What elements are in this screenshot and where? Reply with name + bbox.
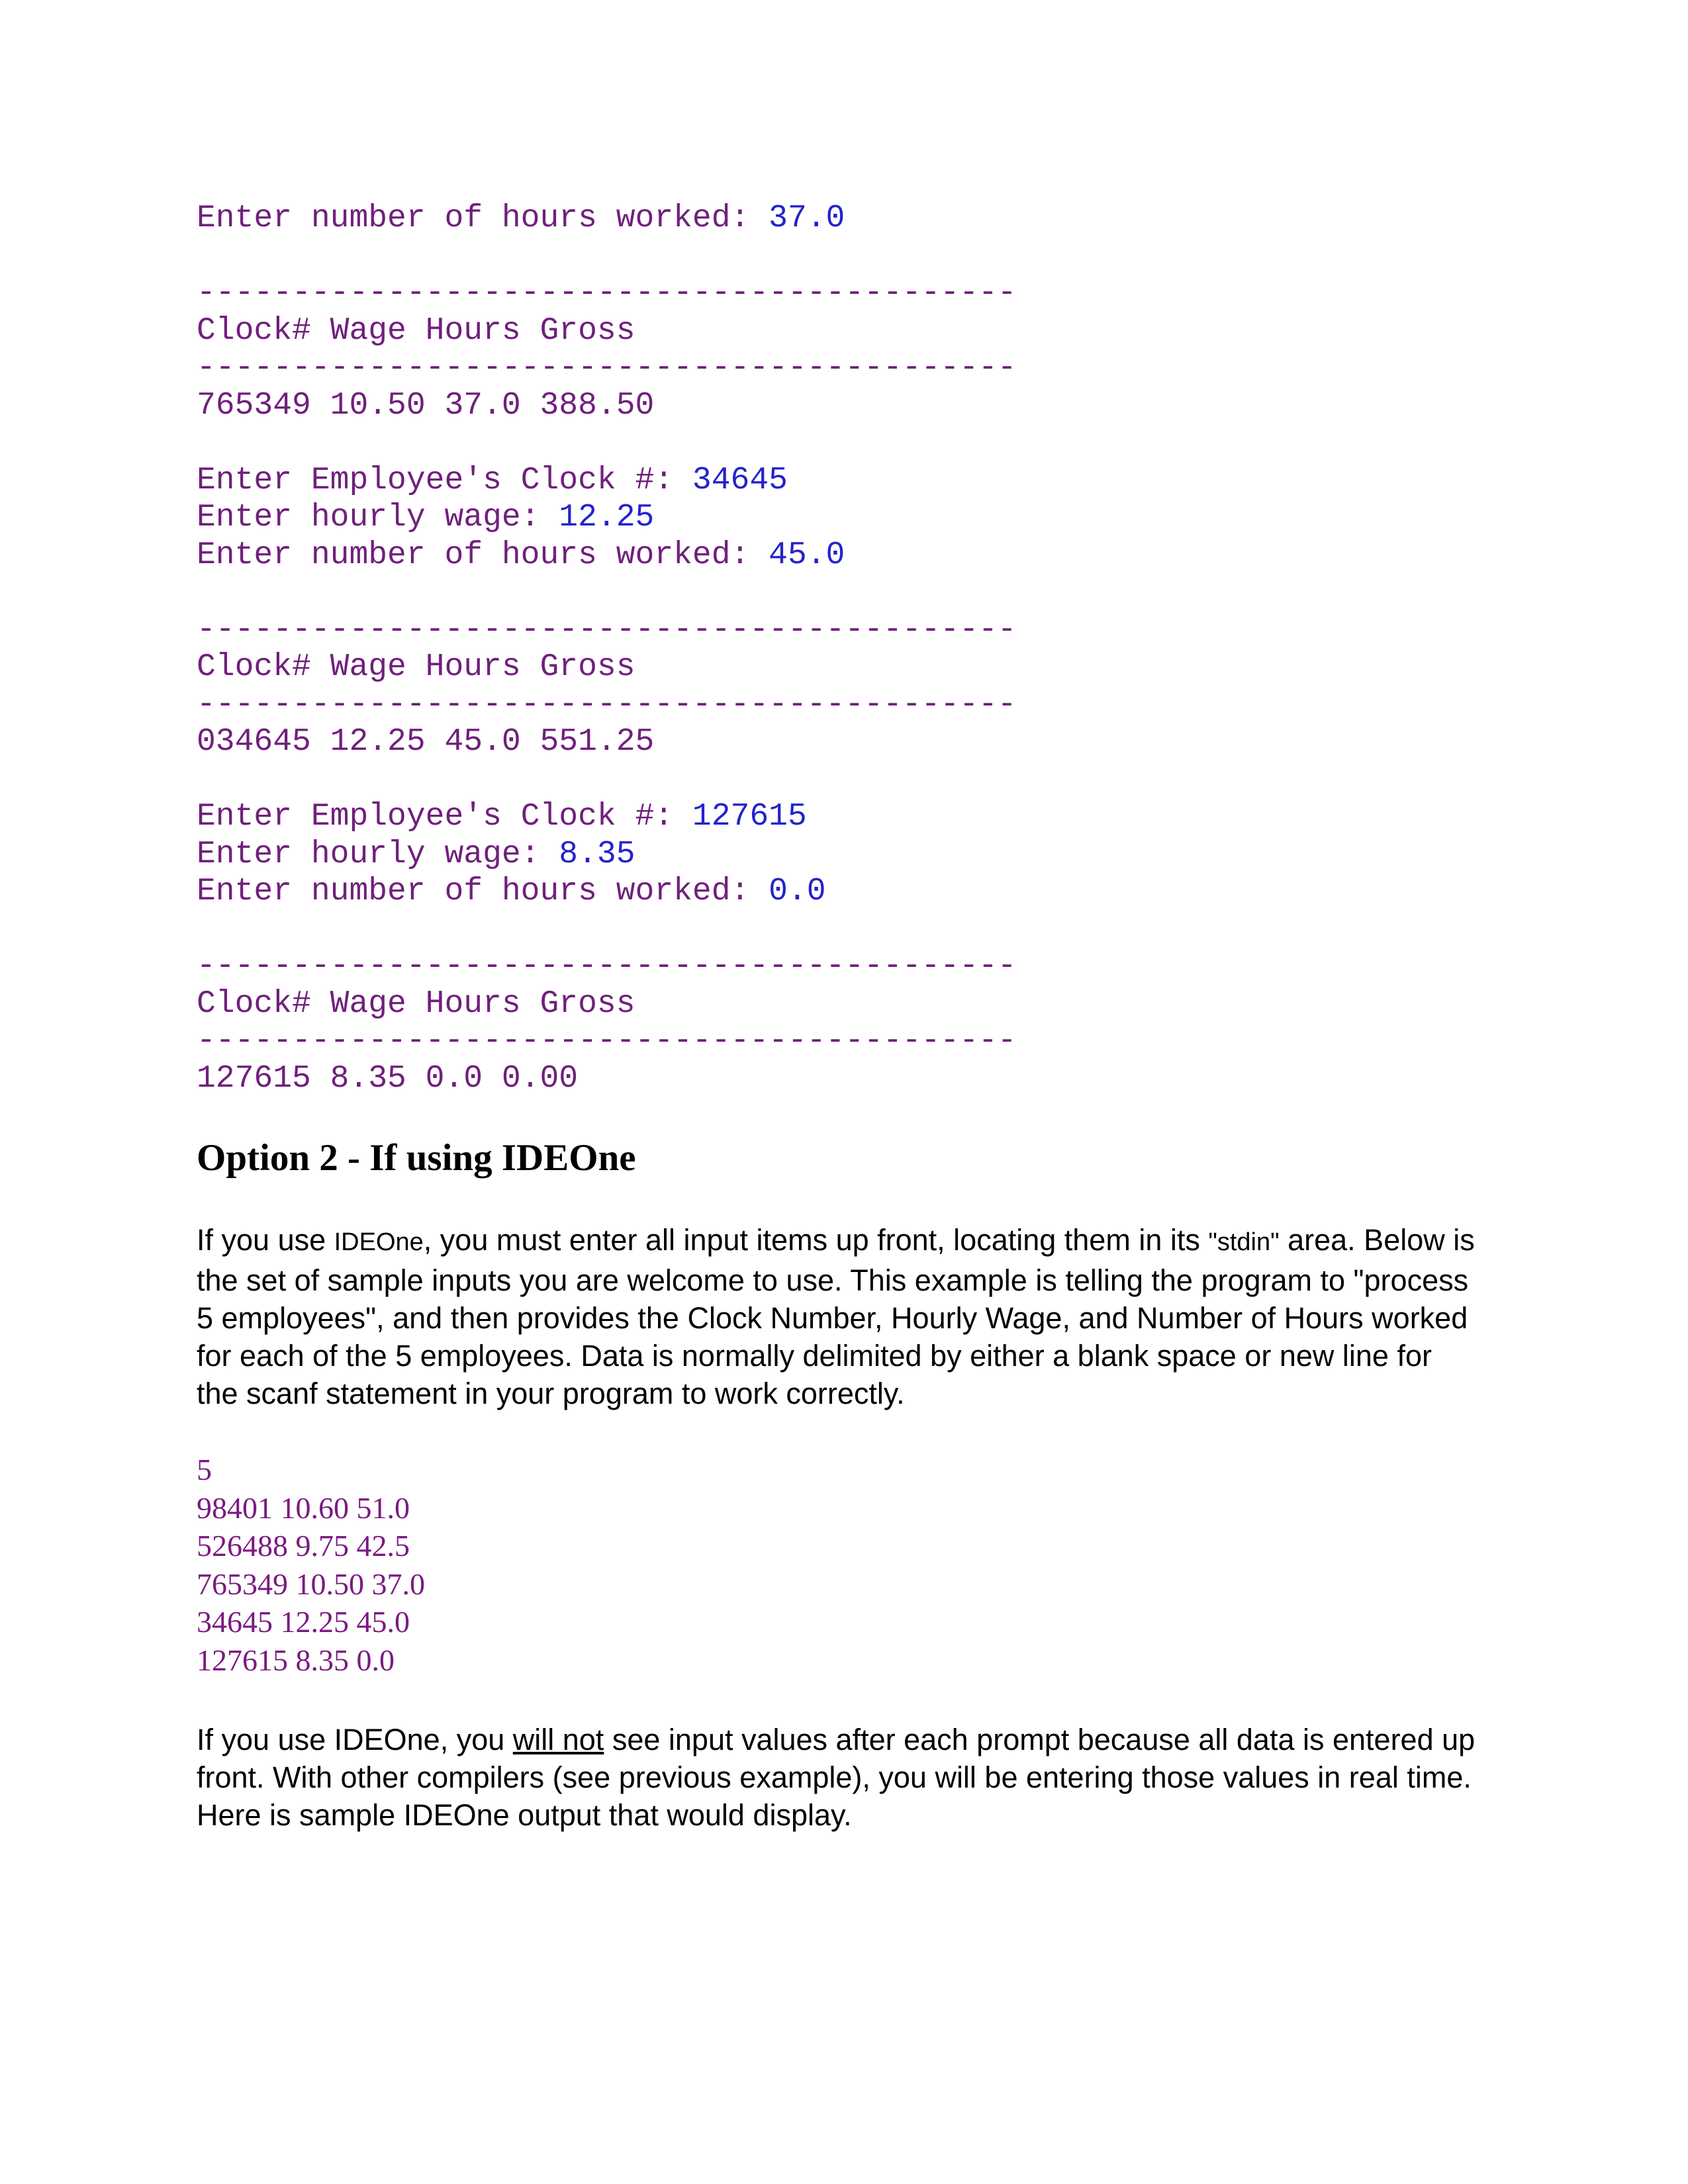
console-prompt-text: -------------------------------------------	[197, 275, 1017, 311]
console-line	[197, 761, 1476, 799]
stdin-input-line: 34645 12.25 45.0	[197, 1605, 410, 1639]
console-prompt-text: Enter Employee's Clock #:	[197, 799, 692, 835]
console-prompt-text: 127615 8.35 0.0 0.00	[197, 1060, 579, 1097]
stdin-input-line: 127615 8.35 0.0	[197, 1643, 395, 1677]
console-divider-line	[197, 686, 1476, 724]
console-prompt-text: Clock# Wage Hours Gross	[197, 985, 635, 1022]
console-table-header	[197, 312, 1476, 350]
console-divider-line	[197, 349, 1476, 387]
intro-paragraph	[197, 1221, 1483, 1412]
console-line	[197, 238, 1476, 275]
console-divider-line	[197, 275, 1476, 312]
console-line	[197, 798, 1476, 836]
console-table-row	[197, 1060, 1476, 1098]
paragraph-text: If you use	[197, 1223, 334, 1257]
console-prompt-text: Enter number of hours worked:	[197, 537, 769, 573]
console-divider-line	[197, 948, 1476, 985]
paragraph-text: If you use IDEOne, you	[197, 1723, 513, 1756]
console-table-row	[197, 723, 1476, 761]
console-prompt-text: 034645 12.25 45.0 551.25	[197, 724, 655, 760]
console-prompt-text: Enter hourly wage:	[197, 500, 559, 535]
stdin-term: "stdin"	[1208, 1228, 1280, 1256]
console-prompt-text: -------------------------------------------	[197, 1023, 1017, 1059]
console-table-header	[197, 985, 1476, 1023]
console-line	[197, 836, 1476, 874]
console-input-value: 45.0	[769, 537, 845, 573]
section-heading: Option 2 - If using IDEOne	[197, 1137, 636, 1179]
console-prompt-text: Enter number of hours worked:	[197, 201, 769, 236]
console-line	[197, 574, 1476, 612]
console-input-value: 37.0	[769, 201, 845, 236]
stdin-sample-inputs	[197, 1451, 1476, 1679]
console-prompt-text: -------------------------------------------	[197, 350, 1017, 386]
console-line	[197, 537, 1476, 574]
paragraph-text: , you must enter all input items up front, locating them in its	[423, 1223, 1209, 1257]
stdin-input-line: 526488 9.75 42.5	[197, 1529, 410, 1563]
console-prompt-text: 765349 10.50 37.0 388.50	[197, 387, 655, 424]
paragraph-text: see input values after each prompt because all data is entered up front. With other compilers (see previous example), you will be entering those values in real time. Here is sample IDEOne output that would display.	[197, 1723, 1488, 1832]
paragraph-text: area. Below is the set of sample inputs you are welcome to use. This example is telling the program to "process 5 employees", and then provides the Clock Number, Hourly Wage, and Number of Hours worked for each of the 5 employees. Data is normally delimited by either a blank space or new line for the scanf statement in your program to work correctly.	[197, 1223, 1483, 1410]
console-line	[197, 873, 1476, 911]
console-input-value: 0.0	[769, 874, 826, 909]
console-line	[197, 424, 1476, 462]
will-not-emphasis: will not	[512, 1723, 604, 1756]
console-table-row	[197, 387, 1476, 425]
console-prompt-text: -------------------------------------------	[197, 948, 1017, 984]
console-input-value: 8.35	[559, 836, 635, 872]
note-paragraph	[197, 1721, 1488, 1834]
stdin-input-line: 98401 10.60 51.0	[197, 1490, 410, 1525]
console-prompt-text: -------------------------------------------	[197, 686, 1017, 723]
console-divider-line	[197, 612, 1476, 649]
console-prompt-text: -------------------------------------------	[197, 612, 1017, 648]
ideone-term: IDEOne	[334, 1228, 424, 1256]
console-prompt-text: Enter number of hours worked:	[197, 874, 769, 909]
console-input-value: 12.25	[559, 500, 655, 535]
stdin-input-line: 765349 10.50 37.0	[197, 1567, 425, 1601]
stdin-input-line: 5	[197, 1453, 212, 1486]
program-output-sample	[197, 200, 1476, 1097]
console-input-value: 34645	[692, 462, 788, 498]
console-line	[197, 499, 1476, 537]
console-input-value: 127615	[692, 799, 807, 835]
console-line	[197, 462, 1476, 500]
console-prompt-text: Clock# Wage Hours Gross	[197, 312, 635, 349]
console-line	[197, 200, 1476, 238]
console-prompt-text: Enter Employee's Clock #:	[197, 462, 692, 498]
console-prompt-text: Enter hourly wage:	[197, 836, 559, 872]
console-divider-line	[197, 1023, 1476, 1060]
console-table-header	[197, 649, 1476, 686]
console-prompt-text: Clock# Wage Hours Gross	[197, 649, 635, 685]
console-line	[197, 911, 1476, 948]
